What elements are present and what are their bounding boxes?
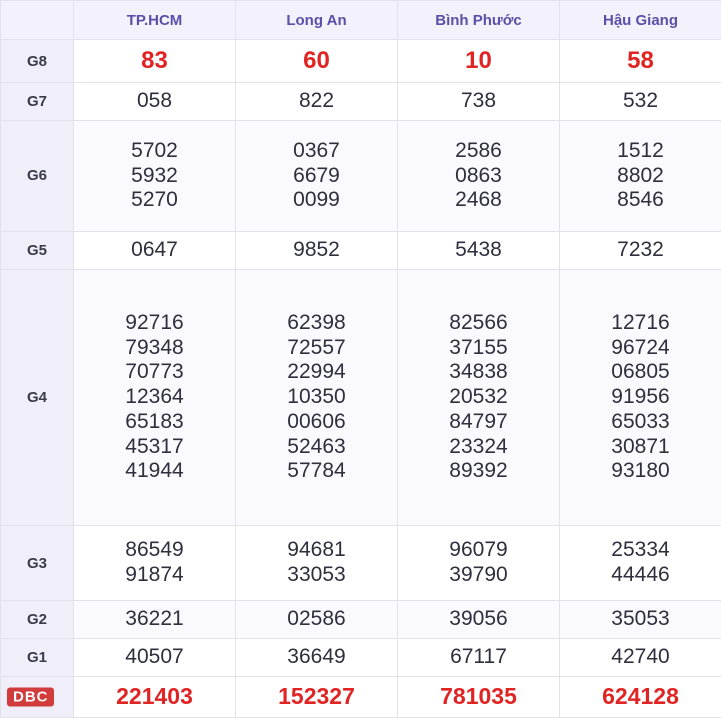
table-row xyxy=(1,40,721,83)
cell-g8-longan: 60 xyxy=(236,40,398,83)
cell-g6-tphcm: 5702 5932 5270 xyxy=(74,121,236,232)
watermark-badge: DBC xyxy=(7,687,54,706)
cell-g8-binhphuoc: 10 xyxy=(398,40,560,83)
cell-g7-binhphuoc: 738 xyxy=(398,83,560,121)
table-header xyxy=(1,1,721,40)
row-label-db xyxy=(1,676,74,717)
row-label-g6: G6 xyxy=(1,121,74,232)
column-header-tphcm: TP.HCM xyxy=(74,1,236,40)
cell-g4-binhphuoc: 82566 37155 34838 20532 84797 23324 89392 xyxy=(398,269,560,526)
cell-g4-tphcm: 92716 79348 70773 12364 65183 45317 41944 xyxy=(74,269,236,526)
cell-g8-tphcm: 83 xyxy=(74,40,236,83)
row-label-g2: G2 xyxy=(1,600,74,638)
row-label-g4: G4 xyxy=(1,269,74,526)
cell-g4-longan: 62398 72557 22994 10350 00606 52463 57784 xyxy=(236,269,398,526)
cell-g5-haugiang: 7232 xyxy=(560,231,721,269)
column-header-haugiang: Hậu Giang xyxy=(560,1,721,40)
table-row xyxy=(1,121,721,232)
cell-g3-tphcm: 86549 91874 xyxy=(74,526,236,600)
table-row xyxy=(1,83,721,121)
header-corner xyxy=(1,1,74,40)
cell-g2-haugiang: 35053 xyxy=(560,600,721,638)
cell-g5-binhphuoc: 5438 xyxy=(398,231,560,269)
cell-g6-haugiang: 1512 8802 8546 xyxy=(560,121,721,232)
cell-g7-longan: 822 xyxy=(236,83,398,121)
table-row xyxy=(1,231,721,269)
row-label-g3: G3 xyxy=(1,526,74,600)
cell-g7-tphcm: 058 xyxy=(74,83,236,121)
cell-db-haugiang: 624128 xyxy=(560,676,721,717)
table-row xyxy=(1,600,721,638)
row-label-g7: G7 xyxy=(1,83,74,121)
column-header-binhphuoc: Bình Phước xyxy=(398,1,560,40)
row-label-g8: G8 xyxy=(1,40,74,83)
row-label-g5: G5 xyxy=(1,231,74,269)
table-row xyxy=(1,638,721,676)
cell-g3-binhphuoc: 96079 39790 xyxy=(398,526,560,600)
cell-db-longan: 152327 xyxy=(236,676,398,717)
cell-db-binhphuoc: 781035 xyxy=(398,676,560,717)
cell-g2-longan: 02586 xyxy=(236,600,398,638)
row-label-g1: G1 xyxy=(1,638,74,676)
table-row xyxy=(1,526,721,600)
cell-g5-tphcm: 0647 xyxy=(74,231,236,269)
table-body xyxy=(1,40,721,718)
table-row xyxy=(1,269,721,526)
cell-g3-longan: 94681 33053 xyxy=(236,526,398,600)
header-row xyxy=(1,1,721,40)
cell-g1-haugiang: 42740 xyxy=(560,638,721,676)
table-row xyxy=(1,676,721,717)
cell-g2-binhphuoc: 39056 xyxy=(398,600,560,638)
cell-g3-haugiang: 25334 44446 xyxy=(560,526,721,600)
cell-g5-longan: 9852 xyxy=(236,231,398,269)
column-header-longan: Long An xyxy=(236,1,398,40)
cell-g7-haugiang: 532 xyxy=(560,83,721,121)
cell-g1-longan: 36649 xyxy=(236,638,398,676)
cell-g1-tphcm: 40507 xyxy=(74,638,236,676)
cell-g4-haugiang: 12716 96724 06805 91956 65033 30871 93180 xyxy=(560,269,721,526)
cell-g6-binhphuoc: 2586 0863 2468 xyxy=(398,121,560,232)
cell-g2-tphcm: 36221 xyxy=(74,600,236,638)
cell-db-tphcm: 221403 xyxy=(74,676,236,717)
cell-g6-longan: 0367 6679 0099 xyxy=(236,121,398,232)
cell-g1-binhphuoc: 67117 xyxy=(398,638,560,676)
cell-g8-haugiang: 58 xyxy=(560,40,721,83)
